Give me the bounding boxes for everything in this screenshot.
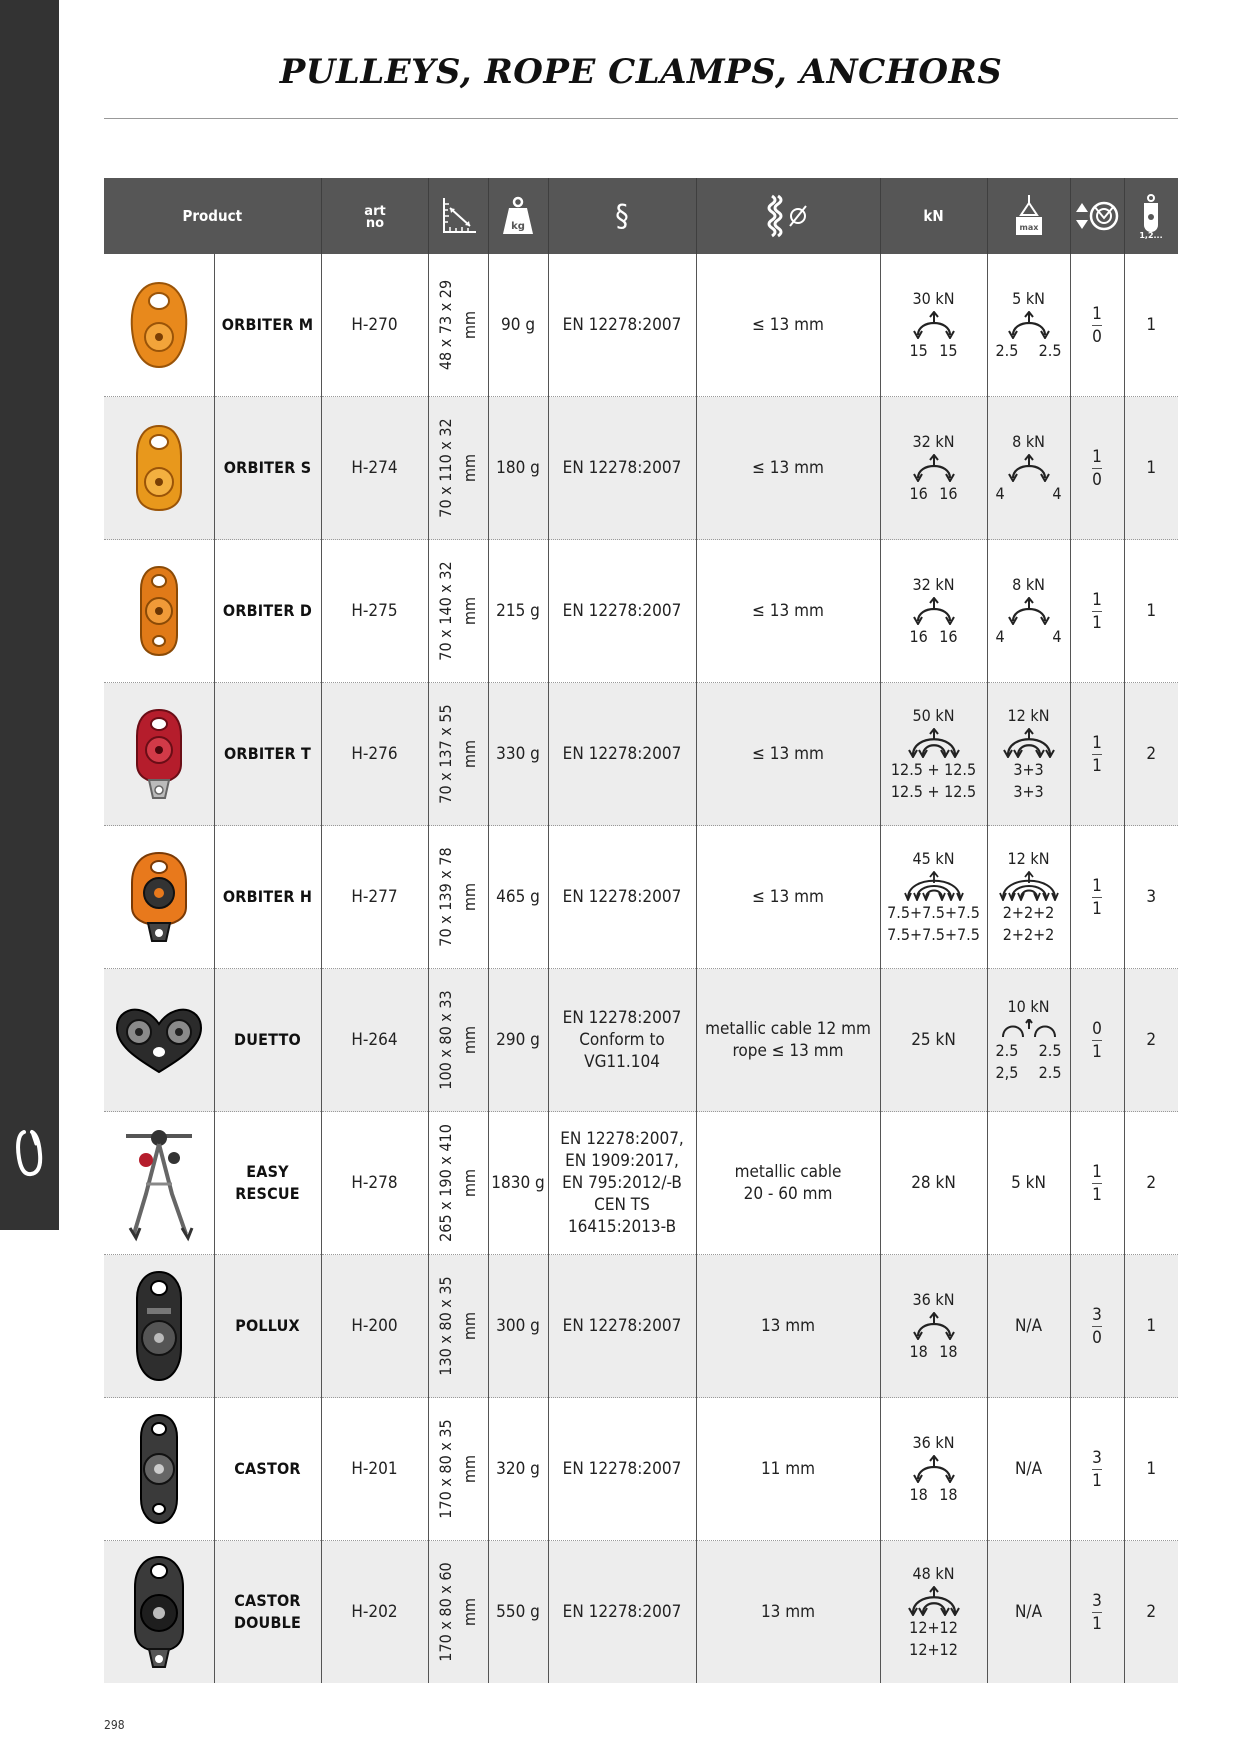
- header-standard: [548, 178, 696, 254]
- double-sheave-force-icon: [907, 1586, 961, 1616]
- art-number: H-275: [321, 540, 428, 683]
- weight: 320 g: [488, 1398, 548, 1541]
- table-row: [104, 1541, 1178, 1684]
- efficiency: $\frac{3}{1}$: [1092, 1590, 1102, 1634]
- max-load-icon: [1013, 193, 1045, 239]
- rope-diameter: ≤ 13 mm: [696, 683, 880, 826]
- svg-text:kg: kg: [511, 221, 525, 232]
- sheave-count: 2: [1124, 969, 1178, 1112]
- art-number: H-274: [321, 397, 428, 540]
- sheave-count: 1: [1124, 1398, 1178, 1541]
- orange-pulley-icon: [122, 279, 196, 371]
- standard: EN 12278:2007: [562, 1602, 682, 1622]
- product-name: ORBITER M: [221, 315, 314, 334]
- svg-text:no: no: [365, 216, 384, 229]
- header-sheaves: [1124, 178, 1178, 254]
- breaking-strength: 50 kN 12.5 + 12.5 12.5 + 12.5: [890, 706, 977, 801]
- single-sheave-force-icon: [1007, 311, 1051, 339]
- rope-diameter: ≤ 13 mm: [696, 254, 880, 397]
- orange-pulley-icon: [131, 563, 187, 659]
- max-load: 5 kN 2.5 2.5: [995, 289, 1062, 360]
- efficiency: $\frac{1}{1}$: [1092, 589, 1102, 633]
- weight: 1830 g: [488, 1112, 548, 1255]
- header-weight: [488, 178, 548, 254]
- dimensions: 100 x 80 x 33 mm: [436, 990, 480, 1090]
- single-sheave-force-icon: [912, 1455, 956, 1483]
- section-icon: §: [615, 198, 629, 234]
- weight: 465 g: [488, 826, 548, 969]
- rope-diameter: ≤ 13 mm: [696, 540, 880, 683]
- max-load: N/A: [987, 1255, 1070, 1398]
- art-number: H-277: [321, 826, 428, 969]
- ruler-icon: [438, 196, 478, 236]
- product-name: CASTOR: [234, 1459, 301, 1478]
- sheave-count: 2: [1124, 1541, 1178, 1684]
- dimensions: 70 x 110 x 32 mm: [436, 418, 480, 518]
- table-row: [104, 683, 1178, 826]
- max-load: 8 kN 4 4: [995, 432, 1062, 503]
- efficiency: $\frac{1}{0}$: [1092, 303, 1102, 347]
- standard: EN 12278:2007: [562, 887, 682, 907]
- efficiency: $\frac{1}{1}$: [1092, 1161, 1102, 1205]
- product-spec-table: [104, 178, 1178, 1683]
- standard: EN 12278:2007: [562, 601, 682, 621]
- rope-diameter: 11 mm: [696, 1398, 880, 1541]
- breaking-strength: 32 kN 16 16: [909, 575, 958, 646]
- sidebar-strip: [0, 0, 59, 1230]
- product-name: EASY RESCUE: [235, 1162, 300, 1203]
- breaking-strength: 36 kN 18 18: [909, 1433, 958, 1504]
- table-row: [104, 397, 1178, 540]
- dimensions: 130 x 80 x 35 mm: [436, 1276, 480, 1376]
- breaking-strength: 28 kN: [880, 1112, 987, 1255]
- black-trolley-icon: [113, 1004, 205, 1076]
- rope-diameter: ≤ 13 mm: [696, 826, 880, 969]
- weight: 300 g: [488, 1255, 548, 1398]
- single-sheave-force-icon: [1007, 454, 1051, 482]
- dimensions: 70 x 139 x 78 mm: [436, 847, 480, 947]
- header-max-load: [987, 178, 1070, 254]
- efficiency: $\frac{1}{1}$: [1092, 732, 1102, 776]
- red-pulley-icon: [129, 706, 189, 802]
- max-load: 8 kN 4 4: [995, 575, 1062, 646]
- rope-diameter: 13 mm: [696, 1255, 880, 1398]
- header-efficiency: [1070, 178, 1124, 254]
- art-number: H-264: [321, 969, 428, 1112]
- standard: EN 12278:2007: [562, 1316, 682, 1336]
- rope-diameter: metallic cable 20 - 60 mm: [734, 1162, 842, 1204]
- triple-sheave-force-icon: [904, 871, 964, 901]
- breaking-strength: 25 kN: [880, 969, 987, 1112]
- sheave-count: 2: [1124, 1112, 1178, 1255]
- page-title: PULLEYS, ROPE CLAMPS, ANCHORS: [279, 52, 1003, 92]
- table-row: [104, 826, 1178, 969]
- product-name: POLLUX: [235, 1316, 300, 1335]
- sheave-count: 1: [1124, 254, 1178, 397]
- standard: EN 12278:2007 Conform to VG11.104: [562, 1008, 682, 1072]
- breaking-strength: 30 kN 15 15: [909, 289, 958, 360]
- art-number: H-276: [321, 683, 428, 826]
- breaking-strength: 36 kN 18 18: [909, 1290, 958, 1361]
- single-sheave-force-icon: [912, 597, 956, 625]
- carabiner-icon: [16, 1128, 43, 1178]
- weight: 330 g: [488, 683, 548, 826]
- standard: EN 12278:2007: [562, 458, 682, 478]
- header-breaking-strength: kN: [880, 178, 987, 254]
- max-load: 5 kN: [987, 1112, 1070, 1255]
- page-number: 298: [104, 1718, 125, 1732]
- standard: EN 12278:2007: [562, 1459, 682, 1479]
- max-load: 12 kN 3+3 3+3: [1002, 705, 1056, 803]
- breaking-strength: 48 kN 12+12 12+12: [907, 1563, 961, 1661]
- max-load: 10 kN 2.5 2.5 2,5 2.5: [995, 997, 1062, 1082]
- header-rope-diameter: [696, 178, 880, 254]
- art-number: H-201: [321, 1398, 428, 1541]
- art-no-icon: [357, 203, 393, 229]
- breaking-strength: 45 kN 7.5+7.5+7.5 7.5+7.5+7.5: [887, 849, 980, 944]
- svg-text:1,2...: 1,2...: [1139, 231, 1163, 239]
- sheave-count-icon: [1129, 193, 1173, 239]
- art-number: H-270: [321, 254, 428, 397]
- art-number: H-202: [321, 1541, 428, 1684]
- table-row: [104, 540, 1178, 683]
- orange-pulley-icon: [126, 849, 192, 945]
- sheave-count: 2: [1124, 683, 1178, 826]
- efficiency: $\frac{3}{0}$: [1092, 1304, 1102, 1348]
- weight: 550 g: [488, 1541, 548, 1684]
- table-row: [104, 1112, 1178, 1255]
- product-name: ORBITER S: [223, 458, 312, 477]
- rope-diameter-icon: [764, 194, 812, 238]
- rope-diameter: metallic cable 12 mm rope ≤ 13 mm: [705, 1019, 871, 1061]
- art-number: H-278: [321, 1112, 428, 1255]
- weight: 90 g: [488, 254, 548, 397]
- header-art-no: [321, 178, 428, 254]
- svg-text:art: art: [363, 204, 386, 219]
- black-pulley-icon: [127, 1268, 191, 1384]
- triple-sheave-force-icon: [999, 871, 1059, 901]
- double-sheave-force-icon: [907, 728, 961, 758]
- standard: EN 12278:2007: [562, 744, 682, 764]
- efficiency: $\frac{1}{1}$: [1092, 875, 1102, 919]
- twin-sheave-force-icon: [999, 1019, 1059, 1039]
- efficiency: $\frac{1}{0}$: [1092, 446, 1102, 490]
- black-pulley-icon: [131, 1411, 187, 1527]
- sheave-count: 1: [1124, 1255, 1178, 1398]
- table-row: [104, 254, 1178, 397]
- table-row: [104, 1398, 1178, 1541]
- single-sheave-force-icon: [1007, 597, 1051, 625]
- efficiency: $\frac{0}{1}$: [1092, 1018, 1102, 1062]
- double-sheave-force-icon: [1002, 728, 1056, 758]
- single-sheave-force-icon: [912, 454, 956, 482]
- dimensions: 70 x 137 x 55 mm: [436, 704, 480, 804]
- header-product: Product: [104, 178, 321, 254]
- sheave-efficiency-icon: [1074, 198, 1120, 234]
- dimensions: 170 x 80 x 35 mm: [436, 1419, 480, 1519]
- product-name: ORBITER D: [222, 601, 313, 620]
- header-dimensions: [428, 178, 488, 254]
- title-divider: [104, 118, 1178, 119]
- product-name: CASTOR DOUBLE: [233, 1591, 302, 1632]
- product-name: DUETTO: [234, 1030, 301, 1049]
- product-name: ORBITER T: [224, 744, 312, 763]
- sheave-count: 1: [1124, 540, 1178, 683]
- rescue-kit-icon: [116, 1124, 202, 1242]
- art-number: H-200: [321, 1255, 428, 1398]
- efficiency: $\frac{3}{1}$: [1092, 1447, 1102, 1491]
- single-sheave-force-icon: [912, 311, 956, 339]
- weight: 180 g: [488, 397, 548, 540]
- table-row: [104, 969, 1178, 1112]
- svg-text:max: max: [1019, 223, 1038, 232]
- kg-weight-icon: [501, 196, 535, 236]
- standard: EN 12278:2007: [562, 315, 682, 335]
- rope-diameter: ≤ 13 mm: [696, 397, 880, 540]
- max-load: 12 kN 2+2+2 2+2+2: [999, 848, 1059, 946]
- table-header-row: [104, 178, 1178, 254]
- weight: 290 g: [488, 969, 548, 1112]
- sheave-count: 1: [1124, 397, 1178, 540]
- max-load: N/A: [987, 1541, 1070, 1684]
- single-sheave-force-icon: [912, 1312, 956, 1340]
- dimensions: 170 x 80 x 60 mm: [436, 1562, 480, 1662]
- standard: EN 12278:2007, EN 1909:2017, EN 795:2012/-B CEN TS 16415:2013-B: [560, 1129, 684, 1237]
- orange-pulley-icon: [129, 422, 189, 514]
- weight: 215 g: [488, 540, 548, 683]
- dimensions: 265 x 190 x 410 mm: [436, 1124, 480, 1242]
- breaking-strength: 32 kN 16 16: [909, 432, 958, 503]
- max-load: N/A: [987, 1398, 1070, 1541]
- rope-diameter: 13 mm: [696, 1541, 880, 1684]
- sheave-count: 3: [1124, 826, 1178, 969]
- dimensions: 70 x 140 x 32 mm: [436, 561, 480, 661]
- dimensions: 48 x 73 x 29 mm: [436, 279, 480, 371]
- product-name: ORBITER H: [222, 887, 313, 906]
- black-double-pulley-icon: [127, 1553, 191, 1671]
- table-row: [104, 1255, 1178, 1398]
